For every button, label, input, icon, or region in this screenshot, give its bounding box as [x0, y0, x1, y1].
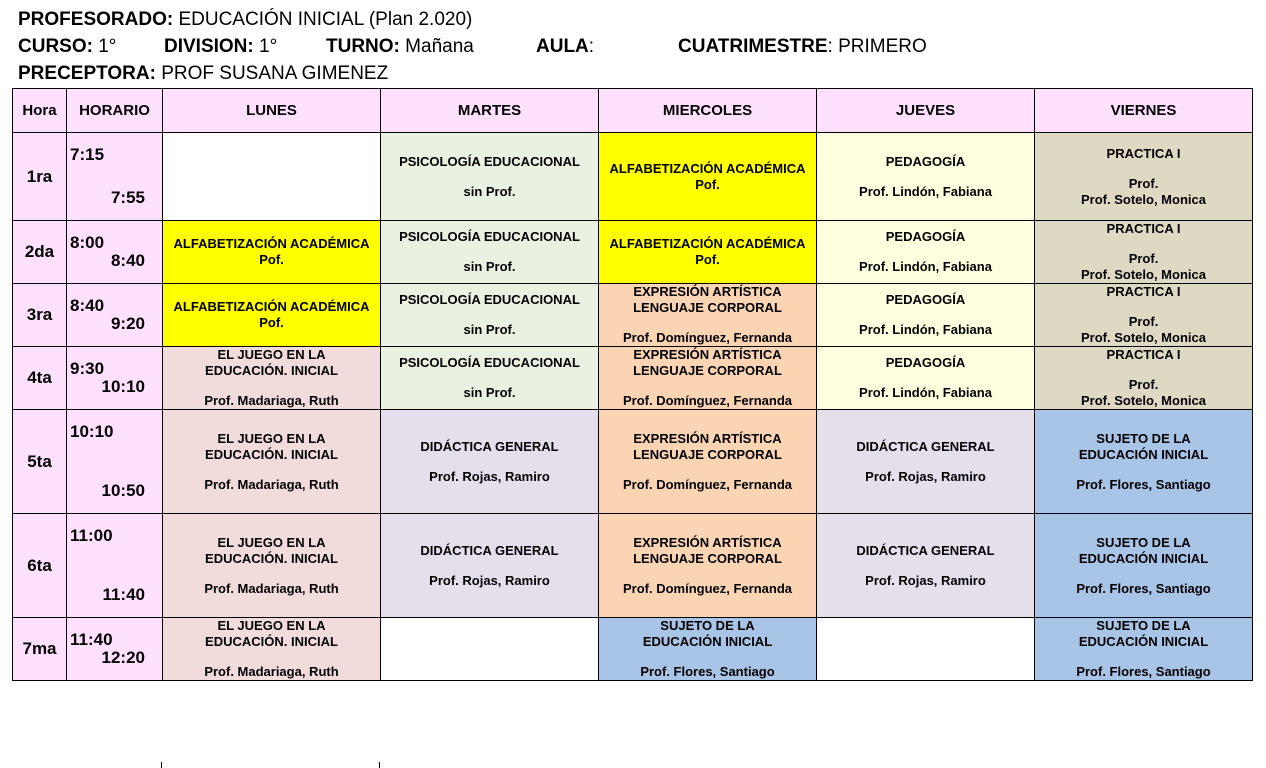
subject-name-line2: EDUCACIÓN. INICIAL: [205, 446, 338, 462]
table-row: [13, 133, 1253, 221]
table-row: [13, 410, 1253, 514]
schedule-header: [18, 6, 1248, 87]
professor-name: Prof. Lindón, Fabiana: [859, 322, 992, 337]
professor-name: sin Prof.: [463, 322, 516, 337]
class-cell: [599, 133, 817, 221]
start-time: 11:40: [70, 630, 113, 649]
start-time: 9:30: [70, 359, 105, 378]
professor-name-line2: Prof. Sotelo, Monica: [1081, 267, 1206, 282]
subject-name: SUJETO DE LA: [1096, 430, 1191, 446]
professor-name: Pof.: [259, 315, 284, 330]
horario-cell: [67, 133, 163, 221]
subject-name: EL JUEGO EN LA: [217, 347, 326, 362]
class-cell: [599, 221, 817, 284]
header-line-preceptora: [18, 60, 1248, 87]
start-time: 8:00: [70, 233, 105, 252]
subject-name: EL JUEGO EN LA: [217, 618, 326, 633]
end-time: 10:50: [101, 481, 145, 500]
professor-name: sin Prof.: [463, 259, 516, 274]
class-cell: [381, 618, 599, 681]
class-cell: [599, 347, 817, 410]
professor-name: Prof. Rojas, Ramiro: [865, 468, 986, 484]
class-cell: [381, 133, 599, 221]
profesorado-value: EDUCACIÓN INICIAL (Plan 2.020): [178, 9, 473, 30]
class-cell: [817, 284, 1035, 347]
subject-name-line2: EDUCACIÓN INICIAL: [642, 634, 773, 649]
class-cell: [1035, 133, 1253, 221]
header-line-curso: [18, 33, 1248, 60]
header-row: [13, 89, 1253, 133]
subject-name: PRACTICA I: [1106, 221, 1181, 236]
subject-name: ALFABETIZACIÓN ACADÉMICA: [173, 299, 370, 314]
professor-name: Prof. Lindón, Fabiana: [859, 385, 992, 400]
professor-name: sin Prof.: [463, 385, 516, 400]
end-time: 12:20: [101, 648, 145, 667]
col-header-viernes: VIERNES: [1035, 89, 1253, 133]
subject-name: SUJETO DE LA: [1096, 618, 1191, 633]
class-cell: [817, 618, 1035, 681]
class-cell: [1035, 410, 1253, 514]
hora-cell: 7ma: [13, 618, 67, 681]
professor-name: Prof. Flores, Santiago: [1076, 476, 1211, 492]
class-cell: [163, 284, 381, 347]
end-time: 8:40: [110, 251, 145, 270]
professor-name: Prof. Rojas, Ramiro: [865, 572, 986, 588]
class-cell: [817, 410, 1035, 514]
class-cell: [1035, 514, 1253, 618]
professor-name: Pof.: [695, 176, 720, 192]
subject-name-line2: EDUCACIÓN. INICIAL: [205, 363, 338, 378]
subject-name: DIDÁCTICA GENERAL: [856, 542, 995, 558]
table-row: [13, 618, 1253, 681]
class-cell: [1035, 618, 1253, 681]
hora-cell: 3ra: [13, 284, 67, 347]
subject-name-line2: LENGUAJE CORPORAL: [633, 363, 782, 378]
class-cell: [599, 618, 817, 681]
division-label: DIVISION:: [164, 36, 254, 57]
cuatrimestre-label: CUATRIMESTRE: [678, 36, 828, 57]
subject-name: DIDÁCTICA GENERAL: [420, 438, 559, 454]
professor-name: Prof. Flores, Santiago: [640, 664, 775, 679]
class-cell: [163, 514, 381, 618]
subject-name: PSICOLOGÍA EDUCACIONAL: [399, 229, 580, 244]
table-row: [13, 221, 1253, 284]
schedule-table: [12, 88, 1253, 681]
subject-name: SUJETO DE LA: [1096, 534, 1191, 550]
class-cell: [381, 347, 599, 410]
aula-value: :: [588, 36, 595, 57]
subject-name: ALFABETIZACIÓN ACADÉMICA: [173, 236, 370, 251]
class-cell: [599, 514, 817, 618]
class-cell: [163, 221, 381, 284]
turno-value: Mañana: [405, 36, 474, 57]
professor-name: Prof. Rojas, Ramiro: [429, 468, 550, 484]
horario-cell: [67, 221, 163, 284]
subject-name: EXPRESIÓN ARTÍSTICA: [633, 430, 782, 446]
subject-name: PEDAGOGÍA: [885, 229, 966, 244]
class-cell: [599, 284, 817, 347]
start-time: 10:10: [70, 422, 114, 441]
professor-name: Prof. Domínguez, Fernanda: [622, 393, 792, 408]
curso-value: 1°: [98, 36, 117, 57]
col-header-martes: MARTES: [381, 89, 599, 133]
subject-name: ALFABETIZACIÓN ACADÉMICA: [609, 236, 806, 251]
class-cell: [1035, 347, 1253, 410]
start-time: 7:15: [70, 145, 105, 164]
subject-name: PSICOLOGÍA EDUCACIONAL: [399, 292, 580, 307]
subject-name: PRACTICA I: [1106, 145, 1181, 161]
class-cell: [381, 284, 599, 347]
hora-cell: 6ta: [13, 514, 67, 618]
table-row: [13, 514, 1253, 618]
professor-name-line2: Prof. Sotelo, Monica: [1081, 393, 1206, 408]
professor-name: Prof. Domínguez, Fernanda: [622, 476, 792, 492]
subject-name-line2: EDUCACIÓN INICIAL: [1078, 634, 1209, 649]
subject-name: PEDAGOGÍA: [885, 153, 966, 169]
subject-name: PEDAGOGÍA: [885, 355, 966, 370]
cuatrimestre-value: : PRIMERO: [827, 36, 927, 57]
hora-cell: 1ra: [13, 133, 67, 221]
class-cell: [163, 133, 381, 221]
division-value: 1°: [259, 36, 278, 57]
class-cell: [381, 221, 599, 284]
subject-name-line2: LENGUAJE CORPORAL: [633, 446, 782, 462]
hora-cell: 5ta: [13, 410, 67, 514]
subject-name: EL JUEGO EN LA: [217, 534, 326, 550]
end-time: 10:10: [101, 377, 145, 396]
professor-name: Pof.: [259, 252, 284, 267]
start-time: 8:40: [70, 296, 105, 315]
subject-name-line2: LENGUAJE CORPORAL: [633, 300, 782, 315]
class-cell: [381, 410, 599, 514]
professor-name: Prof. Flores, Santiago: [1076, 580, 1211, 596]
class-cell: [1035, 221, 1253, 284]
horario-cell: [67, 284, 163, 347]
class-cell: [817, 133, 1035, 221]
class-cell: [817, 221, 1035, 284]
class-cell: [817, 347, 1035, 410]
professor-name: Prof. Madariaga, Ruth: [204, 476, 339, 492]
subject-name-line2: EDUCACIÓN. INICIAL: [205, 550, 338, 566]
col-header-miercoles: MIERCOLES: [599, 89, 817, 133]
professor-name: Prof. Domínguez, Fernanda: [622, 580, 792, 596]
preceptora-value: PROF SUSANA GIMENEZ: [161, 63, 389, 84]
curso-label: CURSO:: [18, 36, 93, 57]
class-cell: [1035, 284, 1253, 347]
subject-name: PRACTICA I: [1106, 347, 1181, 362]
subject-name: EXPRESIÓN ARTÍSTICA: [633, 347, 782, 362]
horario-cell: [67, 618, 163, 681]
class-cell: [163, 347, 381, 410]
table-row: [13, 347, 1253, 410]
hora-cell: 4ta: [13, 347, 67, 410]
professor-name: Pof.: [695, 252, 720, 267]
professor-name: Prof.: [1128, 175, 1159, 191]
professor-name: sin Prof.: [463, 183, 516, 199]
subject-name: DIDÁCTICA GENERAL: [420, 542, 559, 558]
table-continuation-line: [161, 762, 162, 768]
class-cell: [163, 410, 381, 514]
professor-name: Prof. Domínguez, Fernanda: [622, 330, 792, 345]
professor-name: Prof.: [1128, 377, 1159, 392]
end-time: 9:20: [110, 314, 145, 333]
horario-cell: [67, 347, 163, 410]
hora-cell: 2da: [13, 221, 67, 284]
preceptora-label: PRECEPTORA:: [18, 63, 156, 84]
col-header-horario: HORARIO: [67, 89, 163, 133]
class-cell: [163, 618, 381, 681]
professor-name-line2: Prof. Sotelo, Monica: [1081, 330, 1206, 345]
professor-name: Prof. Madariaga, Ruth: [204, 580, 339, 596]
col-header-hora: Hora: [13, 89, 67, 133]
subject-name-line2: EDUCACIÓN INICIAL: [1078, 446, 1209, 462]
professor-name: Prof. Lindón, Fabiana: [859, 259, 992, 274]
turno-label: TURNO:: [326, 36, 400, 57]
professor-name: Prof. Lindón, Fabiana: [859, 183, 992, 199]
class-cell: [599, 410, 817, 514]
aula-label: AULA: [536, 36, 589, 57]
col-header-lunes: LUNES: [163, 89, 381, 133]
subject-name: PEDAGOGÍA: [885, 292, 966, 307]
subject-name-line2: LENGUAJE CORPORAL: [633, 550, 782, 566]
subject-name: PSICOLOGÍA EDUCACIONAL: [399, 153, 580, 169]
subject-name: PRACTICA I: [1106, 284, 1181, 299]
table-continuation-line: [379, 762, 380, 768]
professor-name: Prof.: [1128, 314, 1159, 329]
horario-cell: [67, 410, 163, 514]
subject-name: EXPRESIÓN ARTÍSTICA: [633, 534, 782, 550]
professor-name: Prof. Madariaga, Ruth: [204, 664, 339, 679]
subject-name: DIDÁCTICA GENERAL: [856, 438, 995, 454]
professor-name: Prof. Flores, Santiago: [1076, 664, 1211, 679]
header-line-profesorado: [18, 6, 1248, 33]
subject-name: EL JUEGO EN LA: [217, 430, 326, 446]
professor-name-line2: Prof. Sotelo, Monica: [1081, 191, 1206, 207]
end-time: 7:55: [110, 188, 145, 207]
horario-cell: [67, 514, 163, 618]
subject-name-line2: EDUCACIÓN. INICIAL: [205, 634, 338, 649]
class-cell: [817, 514, 1035, 618]
professor-name: Prof.: [1128, 251, 1159, 266]
subject-name: ALFABETIZACIÓN ACADÉMICA: [609, 160, 806, 176]
professor-name: Prof. Madariaga, Ruth: [204, 393, 339, 408]
class-cell: [381, 514, 599, 618]
profesorado-label: PROFESORADO:: [18, 9, 174, 30]
end-time: 11:40: [102, 585, 145, 604]
subject-name: SUJETO DE LA: [660, 618, 755, 633]
start-time: 11:00: [70, 526, 113, 545]
professor-name: Prof. Rojas, Ramiro: [429, 572, 550, 588]
subject-name: EXPRESIÓN ARTÍSTICA: [633, 284, 782, 299]
subject-name: PSICOLOGÍA EDUCACIONAL: [399, 355, 580, 370]
col-header-jueves: JUEVES: [817, 89, 1035, 133]
table-row: [13, 284, 1253, 347]
subject-name-line2: EDUCACIÓN INICIAL: [1078, 550, 1209, 566]
